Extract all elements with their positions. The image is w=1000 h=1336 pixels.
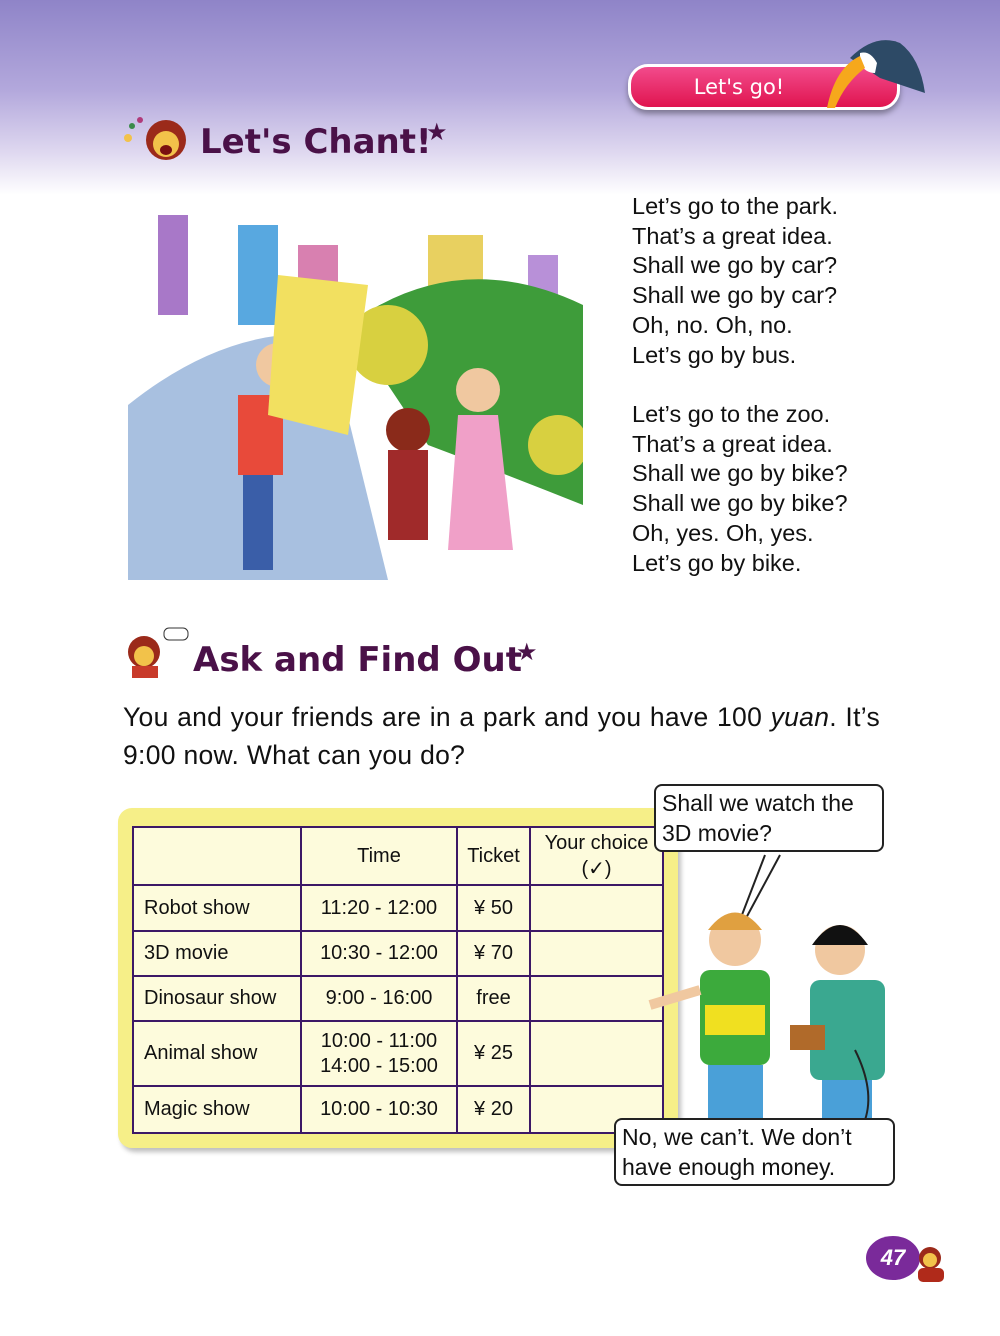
table-row: Robot show 11:20 - 12:00 ¥ 50	[133, 885, 663, 931]
ask-title: Ask and Find Out	[193, 640, 522, 680]
boys-illustration	[640, 850, 900, 1125]
star-icon: ★	[516, 639, 538, 666]
table-row: Dinosaur show 9:00 - 16:00 free	[133, 976, 663, 1021]
activity-table	[132, 826, 664, 1134]
chant-stanza-1: Let’s go to the park. That’s a great idea. Shall we go by car? Shall we go by car? Oh, no. Oh, no. Let’s go by bus.	[632, 193, 838, 368]
monkey-page-icon	[910, 1244, 952, 1284]
page-number: 47	[866, 1236, 920, 1280]
chant-title: Let's Chant!	[200, 122, 432, 162]
table-header-row: Time Ticket Your choice (✓)	[133, 827, 663, 885]
speech-bubble-top: Shall we watch the 3D movie?	[654, 784, 884, 852]
lets-go-banner: Let's go!	[628, 64, 900, 110]
monkey-talk-icon	[122, 626, 192, 678]
chant-stanza-2: Let’s go to the zoo. That’s a great idea. Shall we go by bike? Shall we go by bike? Oh, yes. Oh, yes. Let’s go by bike.	[632, 401, 848, 576]
speech-bubble-bottom: No, we can’t. We don’t have enough money.	[614, 1118, 895, 1186]
table-row: 3D movie 10:30 - 12:00 ¥ 70	[133, 931, 663, 976]
star-icon: ★	[426, 119, 448, 146]
instructions-paragraph: You and your friends are in a park and you have 100 yuan. It’s 9:00 now. What can you do?	[123, 702, 880, 770]
park-illustration	[128, 205, 583, 580]
monkey-chant-icon	[120, 112, 198, 170]
toucan-icon	[815, 28, 930, 118]
table-row: Magic show 10:00 - 10:30 ¥ 20	[133, 1086, 663, 1133]
table-row: Animal show 10:00 - 11:00 14:00 - 15:00 ¥ 25	[133, 1021, 663, 1086]
